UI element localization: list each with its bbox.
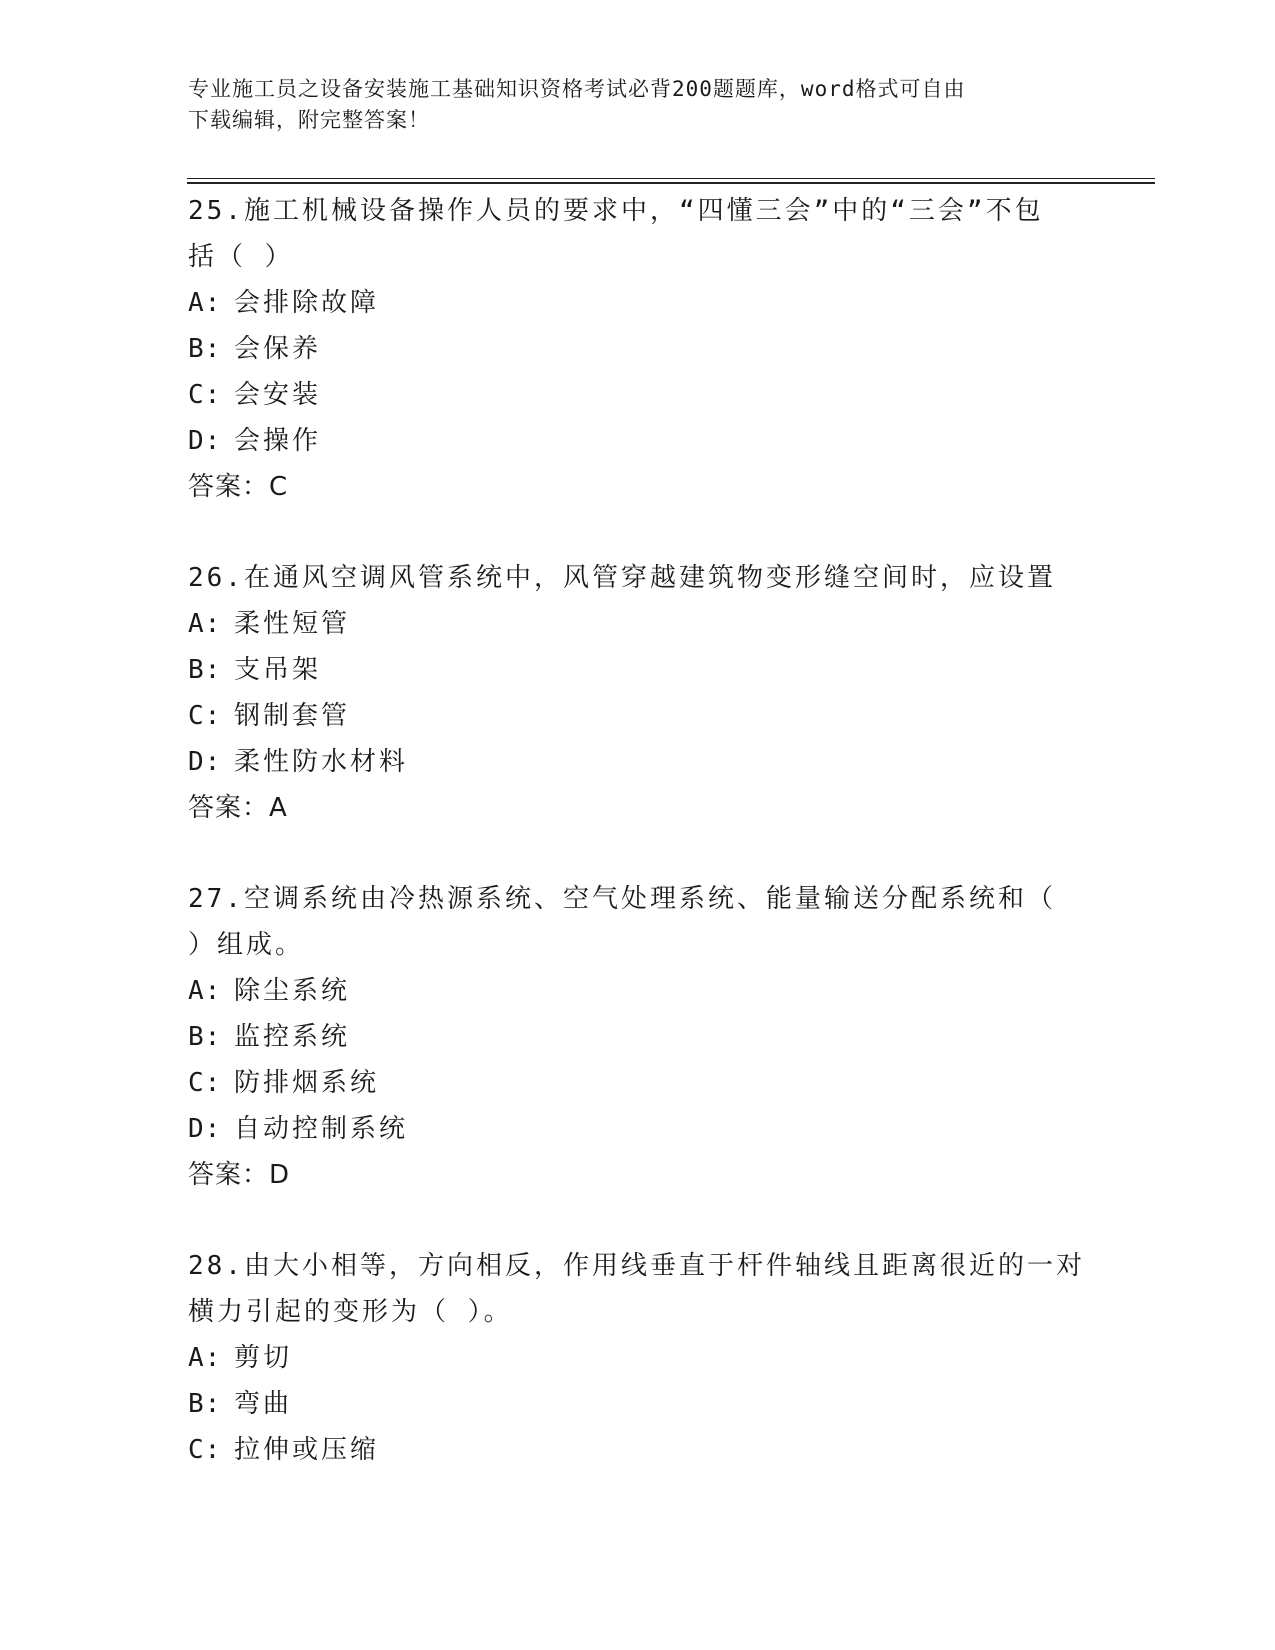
question-text: 26.在通风空调风管系统中，风管穿越建筑物变形缝空间时，应设置 [188,563,1056,593]
option-text: 支吊架 [234,655,322,685]
option-text: 柔性防水材料 [234,747,409,777]
option-key: A: [188,609,222,639]
option-text: 会操作 [234,426,322,456]
question-text-continued: 括（ ） [188,242,294,272]
option-text: 拉伸或压缩 [234,1435,380,1465]
answer-line: 答案：A [188,793,288,823]
option-b [188,1381,1088,1427]
option-key: D: [188,426,222,456]
option-key: A: [188,288,222,318]
option-key: A: [188,976,222,1006]
question-text: 27.空调系统由冷热源系统、空气处理系统、能量输送分配系统和（ [188,884,1056,914]
option-b [188,326,1088,372]
question-text: 25.施工机械设备操作人员的要求中，“四懂三会”中的“三会”不包 [188,196,1044,226]
option-a [188,280,1088,326]
option-key: A: [188,1343,222,1373]
question-28 [188,1243,1088,1473]
document-header [188,74,1088,136]
option-b [188,1014,1088,1060]
header-divider-thin [187,178,1155,179]
option-key: D: [188,747,222,777]
option-d [188,418,1088,464]
option-a [188,1335,1088,1381]
option-text: 钢制套管 [234,701,351,731]
option-key: B: [188,334,222,364]
option-c [188,1427,1088,1473]
option-text: 会排除故障 [234,288,380,318]
option-key: C: [188,380,222,410]
option-text: 防排烟系统 [234,1068,380,1098]
option-c [188,693,1088,739]
answer-line: 答案：D [188,1160,291,1190]
question-text-continued: ）组成。 [188,930,305,960]
option-d [188,739,1088,785]
option-text: 弯曲 [234,1389,293,1419]
option-text: 监控系统 [234,1022,351,1052]
option-text: 剪切 [234,1343,293,1373]
header-line-1: 专业施工员之设备安装施工基础知识资格考试必背200题题库，word格式可自由 [188,77,966,101]
header-line-2: 下载编辑，附完整答案！ [188,108,430,132]
question-26 [188,555,1088,831]
option-key: C: [188,701,222,731]
question-text-continued: 横力引起的变形为（ ）。 [188,1297,513,1327]
option-text: 除尘系统 [234,976,351,1006]
answer-line: 答案：C [188,472,289,502]
option-c [188,1060,1088,1106]
option-c [188,372,1088,418]
question-25 [188,188,1088,510]
option-text: 会安装 [234,380,322,410]
option-key: B: [188,1022,222,1052]
option-text: 会保养 [234,334,322,364]
question-27 [188,876,1088,1198]
question-text: 28.由大小相等，方向相反，作用线垂直于杆件轴线且距离很近的一对 [188,1251,1085,1281]
option-key: B: [188,1389,222,1419]
header-divider-thick [187,182,1155,184]
option-text: 柔性短管 [234,609,351,639]
option-d [188,1106,1088,1152]
option-key: B: [188,655,222,685]
option-key: C: [188,1068,222,1098]
option-key: C: [188,1435,222,1465]
option-text: 自动控制系统 [234,1114,409,1144]
option-b [188,647,1088,693]
option-key: D: [188,1114,222,1144]
option-a [188,968,1088,1014]
question-list [188,188,1088,1518]
option-a [188,601,1088,647]
